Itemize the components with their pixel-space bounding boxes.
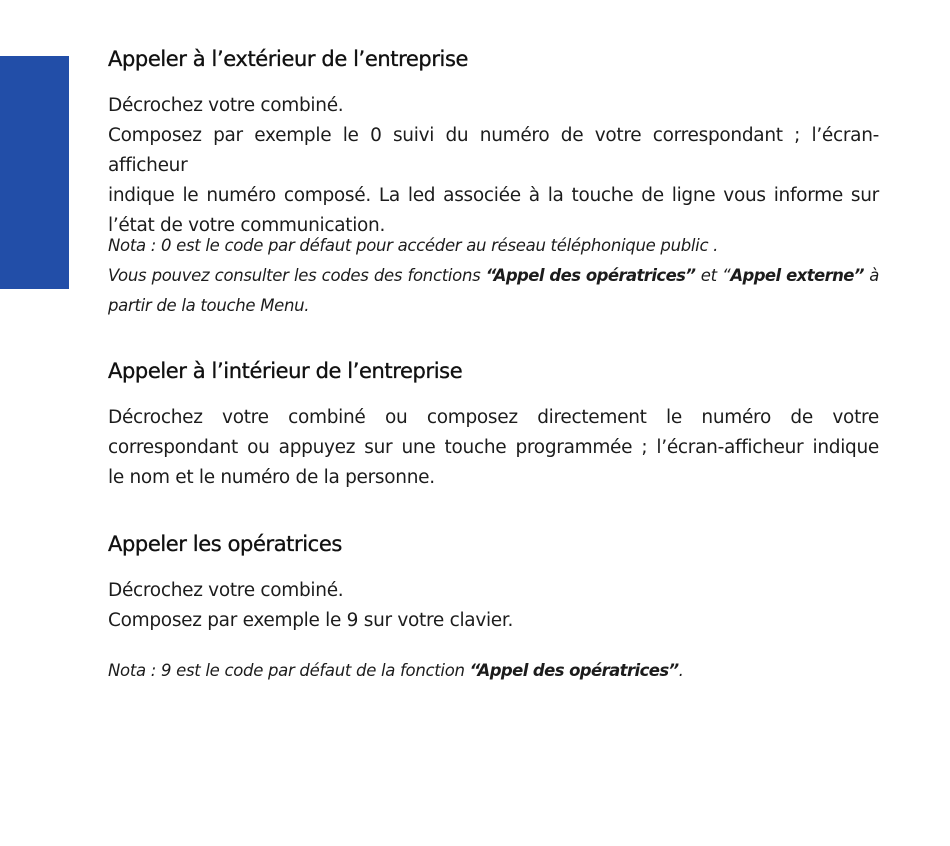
body-line: l’état de votre communication. (108, 215, 386, 236)
nota-text: et “ (695, 266, 731, 285)
section-body-operatrices (108, 576, 879, 636)
body-line: indique le numéro composé. La led associée à la touche de ligne vous informe sur (108, 185, 879, 206)
nota-line: partir de la touche Menu. (108, 296, 310, 315)
nota-text: Nota : 9 est le code par défaut de la fonction (108, 661, 470, 680)
nota-operatrices (108, 656, 879, 686)
body-line: Décrochez votre combiné ou composez directement le numéro de votre (108, 407, 879, 428)
nota-emphasis: Appel externe” (730, 266, 864, 285)
body-line: Composez par exemple le 9 sur votre clavier. (108, 610, 514, 631)
section-title-interieur: Appeler à l’intérieur de l’entreprise (108, 359, 463, 383)
nota-text: Vous pouvez consulter les codes des fonctions (108, 266, 486, 285)
body-line: correspondant ou appuyez sur une touche programmée ; l’écran-afficheur indique (108, 437, 879, 458)
blue-side-tab (0, 56, 69, 289)
body-line: Décrochez votre combiné. (108, 580, 344, 601)
nota-text: . (678, 661, 684, 680)
section-title-exterieur: Appeler à l’extérieur de l’entreprise (108, 47, 469, 71)
nota-line (108, 261, 879, 291)
section-body-exterieur (108, 91, 879, 241)
section-title-operatrices: Appeler les opératrices (108, 532, 342, 556)
body-line: le nom et le numéro de la personne. (108, 467, 435, 488)
nota-emphasis: “Appel des opératrices” (469, 661, 679, 680)
section-body-interieur (108, 403, 879, 493)
nota-text: à (863, 266, 880, 285)
nota-line (108, 656, 879, 686)
nota-exterieur (108, 231, 879, 321)
body-line: Composez par exemple le 0 suivi du numéro de votre correspondant ; l’écran-afficheur (108, 125, 879, 176)
nota-line: Nota : 0 est le code par défaut pour accéder au réseau téléphonique public . (108, 236, 719, 255)
nota-emphasis: “Appel des opératrices” (485, 266, 696, 285)
body-line: Décrochez votre combiné. (108, 95, 344, 116)
